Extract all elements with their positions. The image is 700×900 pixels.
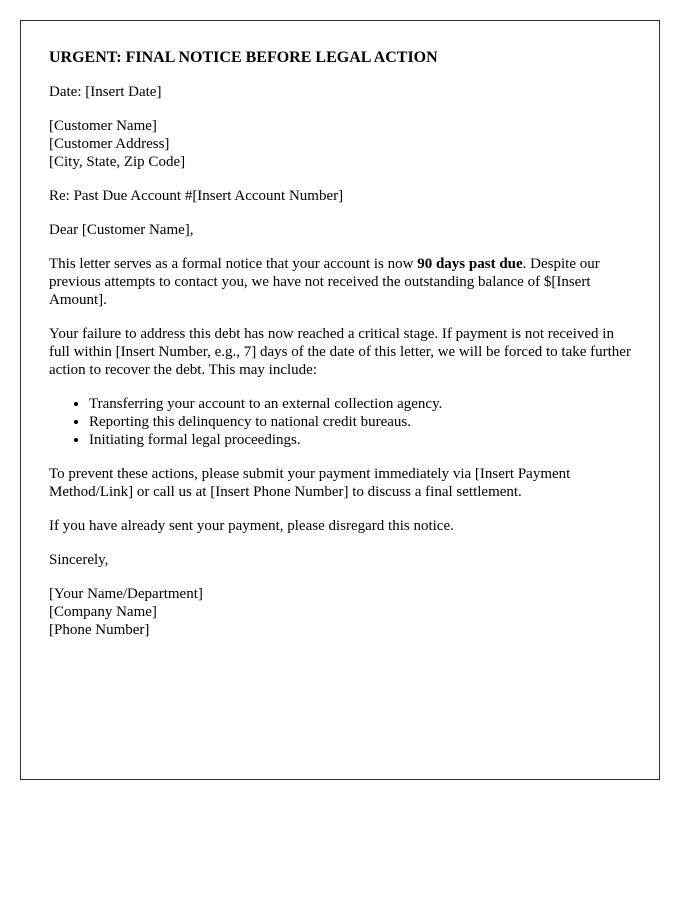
paragraph-disregard: If you have already sent your payment, please disregard this notice. bbox=[49, 518, 454, 534]
recipient-name: [Customer Name] bbox=[49, 118, 157, 134]
account-reference: Re: Past Due Account #[Insert Account Number] bbox=[49, 188, 344, 204]
paragraph-prevent-actions: To prevent these actions, please submit your payment immediately via [Insert Payment Method/Link] or call us at [Insert Phone Number] to discuss a final settlement. bbox=[49, 466, 571, 500]
paragraph-past-due-after: . Despite our previous attempts to contact you, we have not received the outstanding balance of $[Insert Amount]. bbox=[49, 256, 600, 308]
signature-block bbox=[49, 585, 631, 639]
recipient-city-state-zip: [City, State, Zip Code] bbox=[49, 154, 186, 170]
signature-company: [Company Name] bbox=[49, 604, 157, 620]
signature-phone: [Phone Number] bbox=[49, 622, 150, 638]
signature-name-department: [Your Name/Department] bbox=[49, 586, 203, 602]
past-due-emphasis: 90 days past due bbox=[417, 256, 523, 272]
paragraph-critical-stage: Your failure to address this debt has now reached a critical stage. If payment is not received in full within [Insert Number, e.g., 7] days of the date of this letter, we will be forced to take further action to recover the debt. This may include: bbox=[49, 326, 631, 378]
closing: Sincerely, bbox=[49, 552, 109, 568]
actions-list bbox=[49, 395, 631, 449]
list-item: • Reporting this delinquency to national credit bureaus. bbox=[89, 413, 631, 431]
letter-date: Date: [Insert Date] bbox=[49, 84, 162, 100]
salutation: Dear [Customer Name], bbox=[49, 222, 194, 238]
recipient-block bbox=[49, 117, 631, 171]
paragraph-past-due bbox=[49, 255, 631, 309]
list-item: • Transferring your account to an external collection agency. bbox=[89, 395, 631, 413]
letter-document bbox=[20, 20, 660, 780]
list-item: • Initiating formal legal proceedings. bbox=[89, 431, 631, 449]
letter-title: URGENT: FINAL NOTICE BEFORE LEGAL ACTION bbox=[49, 49, 438, 66]
recipient-address: [Customer Address] bbox=[49, 136, 170, 152]
paragraph-past-due-before: This letter serves as a formal notice that your account is now bbox=[49, 256, 418, 272]
